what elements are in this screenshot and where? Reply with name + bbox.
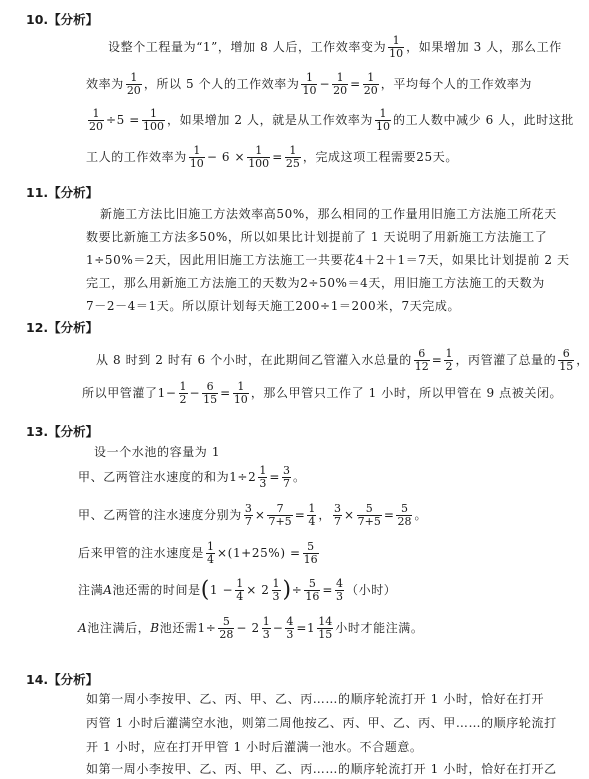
den: 4 bbox=[207, 553, 215, 566]
den: 10 bbox=[189, 157, 204, 170]
den: 10 bbox=[389, 47, 404, 60]
fraction bbox=[375, 108, 391, 133]
operator: = bbox=[296, 621, 308, 635]
num: 6 bbox=[558, 348, 574, 361]
num: 3 bbox=[244, 502, 252, 515]
s11-line-1: 新施工方法比旧施工方法效率高50%，那么相同的工作量用旧施工方法施工所花天 bbox=[100, 207, 557, 221]
text: 甲、乙两管的注水速度分别为 bbox=[78, 508, 242, 522]
fraction bbox=[303, 541, 319, 566]
den: 10 bbox=[302, 84, 317, 97]
fraction bbox=[307, 503, 316, 528]
num: 5 bbox=[303, 541, 319, 554]
text: 池注满后， bbox=[87, 621, 151, 635]
text: 池还需的时间是 bbox=[112, 583, 201, 597]
text: 注满 bbox=[78, 583, 104, 597]
s14-line-2: 丙管 1 小时后灌满空水池，则第二周他按乙、丙、甲、乙、丙、甲……的顺序轮流打 bbox=[86, 716, 557, 730]
operator: − bbox=[189, 386, 201, 400]
operator: × bbox=[254, 508, 266, 522]
text: ，完成这项工程需要25天。 bbox=[302, 150, 458, 164]
den: 3 bbox=[262, 628, 270, 641]
text: ，如果增加 3 人，那么工作 bbox=[406, 40, 562, 54]
fraction bbox=[285, 145, 301, 170]
num: 1 bbox=[308, 502, 316, 515]
s10-line-4 bbox=[86, 145, 458, 170]
num: 6 bbox=[202, 381, 218, 394]
operator: − bbox=[272, 621, 284, 635]
text: ，丙管灌了总量的 bbox=[455, 353, 557, 367]
num: 1 bbox=[142, 108, 165, 121]
text: 工人的工作效率为 bbox=[86, 150, 187, 164]
fraction bbox=[304, 578, 320, 603]
text: 小时才能注满。 bbox=[335, 621, 424, 635]
operator: = bbox=[272, 150, 283, 164]
fraction bbox=[142, 108, 165, 133]
fraction bbox=[357, 503, 382, 528]
den: 25 bbox=[285, 157, 300, 170]
num: 7 bbox=[267, 503, 292, 516]
fraction bbox=[396, 503, 412, 528]
num: 1 bbox=[301, 72, 317, 85]
num: 1 bbox=[233, 381, 249, 394]
text: ÷5 = bbox=[106, 113, 140, 127]
num: 5 bbox=[396, 503, 412, 516]
text: − 6 × bbox=[206, 150, 246, 164]
s13-line-6 bbox=[78, 616, 424, 641]
s13-line-4 bbox=[78, 541, 321, 566]
num: 1 bbox=[236, 577, 244, 590]
den: 4 bbox=[236, 590, 244, 603]
unit: （小时） bbox=[346, 583, 397, 597]
fraction bbox=[282, 465, 291, 490]
den: 3 bbox=[286, 628, 294, 641]
text: ×(1+25%) = bbox=[217, 546, 301, 560]
text: − 2 bbox=[236, 621, 260, 635]
num: 1 bbox=[445, 347, 453, 360]
fraction bbox=[444, 348, 453, 373]
operator: = bbox=[322, 583, 333, 597]
text: 从 8 时到 2 时有 6 个小时，在此期间乙管灌入水总量的 bbox=[96, 353, 412, 367]
s13-line-1: 设一个水池的容量为 1 bbox=[94, 445, 221, 459]
den: 28 bbox=[397, 515, 412, 528]
s11-line-5: 7－2－4＝1天。所以原计划每天施工200÷1＝200米，7天完成。 bbox=[86, 299, 461, 313]
fraction bbox=[333, 503, 342, 528]
num: 4 bbox=[336, 577, 343, 590]
text: ，平均每个人的工作效率为 bbox=[380, 77, 532, 91]
num: 1 bbox=[207, 540, 215, 553]
den: 12 bbox=[414, 360, 429, 373]
den: 15 bbox=[203, 393, 218, 406]
num: 1 bbox=[247, 145, 270, 158]
num: 4 bbox=[286, 615, 294, 628]
fraction bbox=[332, 72, 348, 97]
num: 14 bbox=[318, 615, 333, 628]
fraction bbox=[247, 145, 270, 170]
fraction bbox=[363, 72, 379, 97]
fraction bbox=[388, 35, 404, 60]
den: 20 bbox=[89, 120, 103, 133]
den: 4 bbox=[308, 515, 316, 528]
den: 3 bbox=[336, 590, 343, 603]
den: 7 bbox=[282, 477, 290, 490]
den: 28 bbox=[219, 628, 234, 641]
num: 1 bbox=[375, 108, 391, 121]
den: 20 bbox=[126, 84, 141, 97]
variable: B bbox=[150, 621, 160, 635]
s11-line-4: 完工，那么用新施工方法施工的天数为2÷50%＝4天，用旧施工方法施工的天数为 bbox=[86, 276, 545, 290]
text: ，如果增加 2 人，就是从工作效率为 bbox=[166, 113, 374, 127]
operator: = bbox=[383, 508, 395, 522]
s10-line-1 bbox=[108, 35, 562, 60]
den: 2 bbox=[179, 393, 187, 406]
den: 3 bbox=[272, 590, 280, 603]
variable: A bbox=[103, 583, 113, 597]
text: 后来甲管的注水速度是 bbox=[78, 546, 205, 560]
operator: = bbox=[431, 353, 443, 367]
s10-line-2 bbox=[86, 72, 532, 97]
num: 1 bbox=[126, 72, 142, 85]
den: 15 bbox=[559, 360, 574, 373]
num: 1 bbox=[272, 577, 280, 590]
section-13-title: 13.【分析】 bbox=[26, 424, 99, 439]
text: 的工人数中减少 6 人，此时这批 bbox=[393, 113, 574, 127]
section-11-title: 11.【分析】 bbox=[26, 185, 99, 200]
text: 。 bbox=[292, 470, 306, 484]
text: 设整个工程量为“1”，增加 8 人后，工作效率变为 bbox=[108, 40, 387, 54]
whole: 1 bbox=[307, 621, 316, 635]
num: 1 bbox=[285, 145, 301, 158]
operator: ÷ bbox=[291, 583, 303, 597]
section-14-title: 14.【分析】 bbox=[26, 672, 99, 687]
text: ，那么甲管只工作了 1 小时，所以甲管在 9 点被关闭。 bbox=[250, 386, 563, 400]
section-10-title: 10.【分析】 bbox=[26, 12, 99, 27]
den: 7+5 bbox=[357, 515, 381, 528]
num: 3 bbox=[333, 502, 341, 515]
num: 5 bbox=[304, 578, 320, 591]
num: 1 bbox=[189, 145, 205, 158]
operator: = bbox=[350, 77, 361, 91]
s14-line-1: 如第一周小李按甲、乙、丙、甲、乙、丙……的顺序轮流打开 1 小时，恰好在打开 bbox=[86, 692, 545, 706]
fraction bbox=[233, 381, 249, 406]
text: 所以甲管灌了1− bbox=[82, 386, 177, 400]
num: 1 bbox=[259, 464, 267, 477]
num: 1 bbox=[363, 72, 379, 85]
variable: A bbox=[78, 621, 88, 635]
fraction bbox=[414, 348, 430, 373]
den: 100 bbox=[248, 157, 270, 170]
den: 2 bbox=[445, 360, 453, 373]
num: 5 bbox=[357, 503, 382, 516]
s12-line-1 bbox=[96, 348, 589, 373]
text: 效率为 bbox=[86, 77, 124, 91]
fraction bbox=[218, 616, 234, 641]
text: ， bbox=[318, 508, 331, 522]
fraction bbox=[235, 578, 244, 603]
s13-line-3 bbox=[78, 503, 427, 528]
operator: × bbox=[343, 508, 355, 522]
text: 甲、乙两管注水速度的和为1÷2 bbox=[78, 470, 257, 484]
den: 10 bbox=[233, 393, 248, 406]
num: 3 bbox=[282, 464, 290, 477]
fraction bbox=[202, 381, 218, 406]
den: 15 bbox=[318, 628, 333, 641]
s14-line-3: 开 1 小时，应在打开甲管 1 小时后灌满一池水。不合题意。 bbox=[86, 740, 423, 754]
fraction bbox=[126, 72, 142, 97]
fraction bbox=[285, 616, 294, 641]
text: × 2 bbox=[246, 583, 270, 597]
s11-line-3: 1÷50%＝2天，因此用旧施工方法施工一共要花4＋2＋1＝7天，如果比计划提前 2 天 bbox=[86, 253, 570, 267]
fraction bbox=[206, 541, 215, 566]
fraction bbox=[88, 108, 104, 133]
den: 3 bbox=[259, 477, 267, 490]
num: 5 bbox=[218, 616, 234, 629]
s13-line-5 bbox=[78, 578, 396, 603]
right-paren-icon: ) bbox=[282, 577, 292, 603]
fraction bbox=[267, 503, 292, 528]
fraction bbox=[262, 616, 271, 641]
text: 。 bbox=[414, 508, 428, 522]
fraction bbox=[335, 578, 344, 603]
fraction bbox=[317, 616, 333, 641]
den: 100 bbox=[142, 120, 164, 133]
den: 20 bbox=[333, 84, 348, 97]
fraction bbox=[558, 348, 574, 373]
num: 1 bbox=[388, 35, 404, 48]
s13-line-2 bbox=[78, 465, 306, 490]
left-paren-icon: ( bbox=[200, 577, 210, 603]
text: ， bbox=[576, 353, 589, 367]
den: 10 bbox=[376, 120, 391, 133]
fraction bbox=[179, 381, 188, 406]
num: 1 bbox=[179, 380, 187, 393]
den: 7 bbox=[244, 515, 252, 528]
text: ，所以 5 个人的工作效率为 bbox=[143, 77, 300, 91]
den: 7+5 bbox=[268, 515, 292, 528]
operator: = bbox=[294, 508, 306, 522]
num: 1 bbox=[332, 72, 348, 85]
num: 1 bbox=[88, 108, 104, 121]
den: 16 bbox=[305, 590, 320, 603]
text: 1 − bbox=[209, 583, 234, 597]
s11-line-2: 数要比新施工方法多50%，所以如果比计划提前了 1 天说明了用新施工方法施工了 bbox=[86, 230, 548, 244]
fraction bbox=[272, 578, 281, 603]
num: 1 bbox=[262, 615, 270, 628]
s14-line-4: 如第一周小李按甲、乙、丙、甲、乙、丙……的顺序轮流打开 1 小时，恰好在打开乙 bbox=[86, 762, 557, 776]
fraction bbox=[189, 145, 205, 170]
operator: = bbox=[220, 386, 231, 400]
s10-line-3 bbox=[86, 108, 574, 133]
fraction bbox=[301, 72, 317, 97]
fraction bbox=[244, 503, 253, 528]
den: 16 bbox=[303, 553, 318, 566]
text: 池还需1÷ bbox=[159, 621, 217, 635]
fraction bbox=[258, 465, 267, 490]
den: 7 bbox=[333, 515, 341, 528]
s12-line-2 bbox=[82, 381, 562, 406]
operator: − bbox=[319, 77, 331, 91]
den: 20 bbox=[363, 84, 378, 97]
section-12-title: 12.【分析】 bbox=[26, 320, 99, 335]
num: 6 bbox=[414, 348, 430, 361]
operator: = bbox=[269, 470, 280, 484]
